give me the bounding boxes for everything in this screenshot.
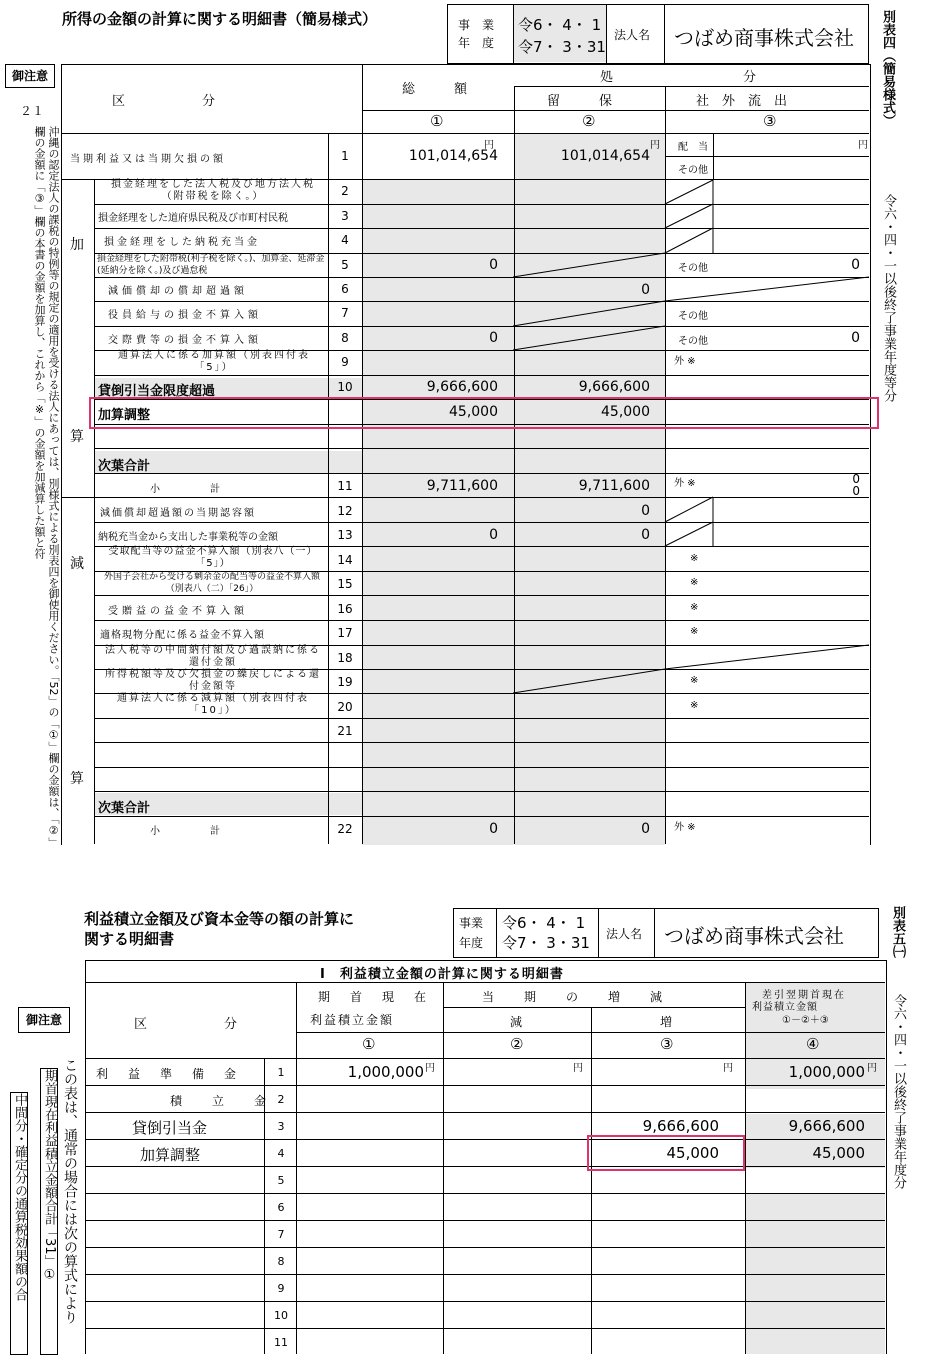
note-text: 沖縄の認定法人の課税の特例等の規定の適用を受ける法人にあっては、別様式による別表四を御使用ください。「52」の「①」欄の金額は、「②」欄の金額に「③」欄の本書の金額を加算し、これから「※」の金額を加減算した額と符 <box>33 126 60 843</box>
corp2-name: つばめ商事株式会社 <box>664 924 844 948</box>
section-title: Ⅰ 利益積立金額の計算に関する明細書 <box>320 967 564 982</box>
row1-ryuho: 101,014,654 <box>560 148 650 164</box>
row1-total: 101,014,654 <box>408 148 498 164</box>
form-title: 所得の金額の計算に関する明細書（簡易様式） <box>62 10 378 28</box>
header-ryuho: 留 保 <box>547 94 613 109</box>
highlight-adjust-row <box>89 397 879 429</box>
period-from: 令6・ 4・ 1 <box>518 16 602 34</box>
year-label: 事 業 <box>458 18 495 32</box>
adjust-ryuho: 45,000 <box>601 404 650 420</box>
adjust-label: 加算調整 <box>98 408 151 423</box>
side-period-label: 令六・四・一以後終了事業年度等分 <box>881 194 896 402</box>
note-number: ２１ <box>20 104 45 118</box>
row2-adjust-end: 45,000 <box>812 1144 865 1162</box>
adjust-total: 45,000 <box>449 404 498 420</box>
header-kubun: 区 分 <box>112 94 218 109</box>
header-total: 総 額 <box>402 82 468 97</box>
header-shagai: 社 外 流 出 <box>696 94 788 109</box>
form2-title: 利益積立金額及び資本金等の額の計算に <box>84 910 355 928</box>
row2-adjust-inc: 45,000 <box>666 1144 719 1162</box>
note-head: 御注意 <box>5 64 55 88</box>
row2-adjust-label: 加算調整 <box>140 1146 201 1164</box>
header-shobun: 処 分 <box>600 70 757 85</box>
row-label: 当期利益又は当期欠損の額 <box>70 154 226 165</box>
period-to: 令7・ 3・31 <box>518 38 606 56</box>
highlight-adjust-cell <box>587 1135 745 1171</box>
corp-label: 法人名 <box>614 28 651 42</box>
row10-label: 貸倒引当金限度超過 <box>98 384 216 399</box>
side-form-label: 別表四（簡易様式） <box>880 10 895 127</box>
corp-name: つばめ商事株式会社 <box>674 26 854 50</box>
